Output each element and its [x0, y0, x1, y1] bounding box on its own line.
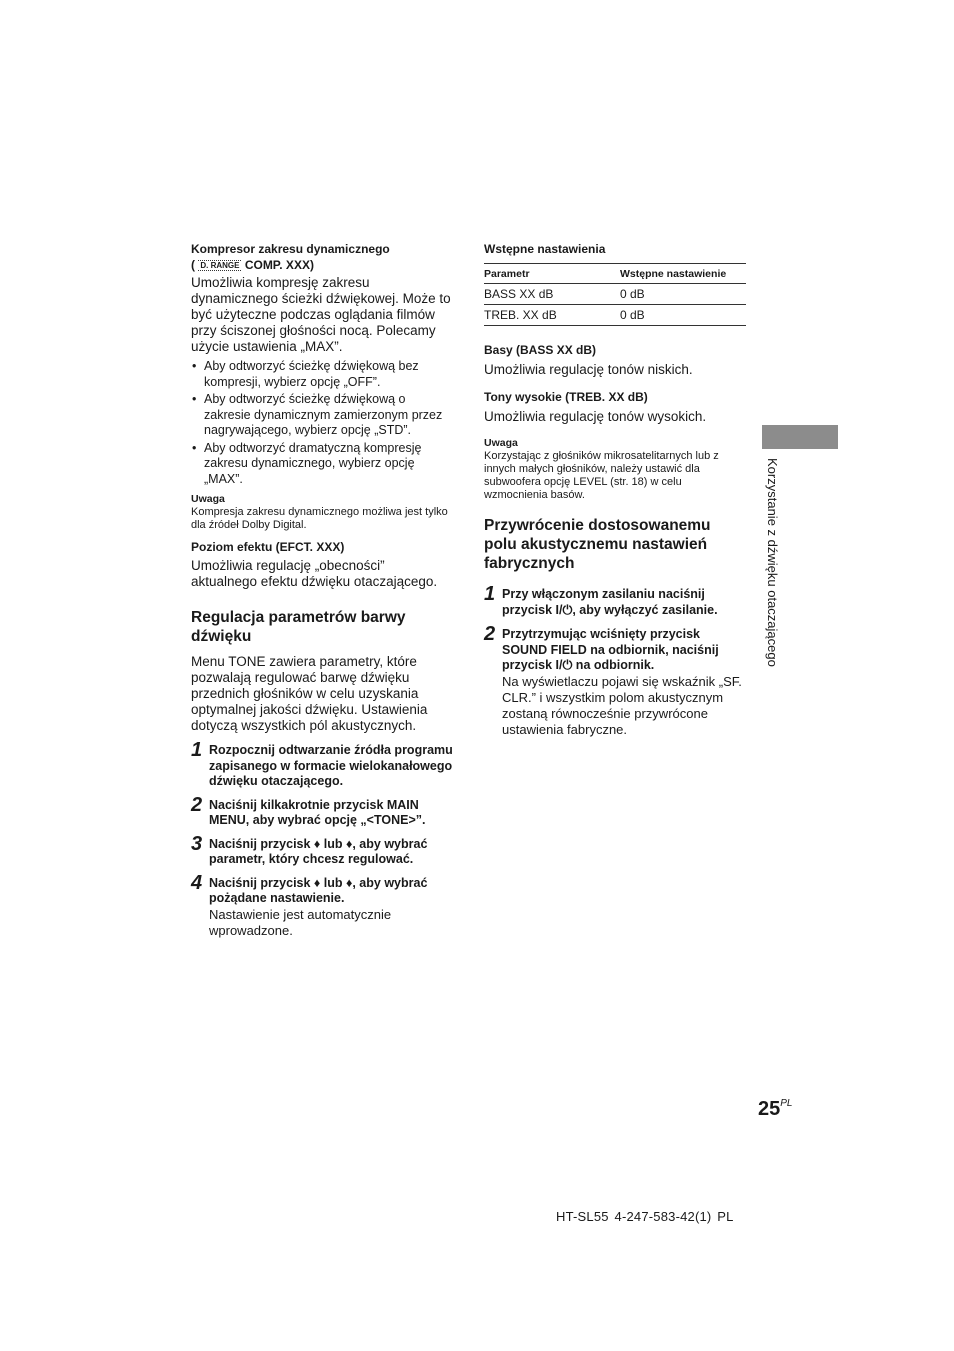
right-column: [484, 241, 746, 738]
column-header: Wstępne nastawienie: [620, 264, 746, 284]
table-cell: BASS XX dB: [484, 284, 620, 305]
page-language-suffix: PL: [780, 1098, 793, 1109]
step-text: Naciśnij przycisk ♦ lub ♦, aby wybrać pożądane nastawienie.: [209, 875, 428, 905]
list-item: • Aby odtworzyć ścieżkę dźwiękową bez kompresji, wybierz opcję „OFF”.: [191, 359, 453, 390]
table-row: [484, 305, 746, 326]
column-header: Parametr: [484, 264, 620, 284]
note-heading: Uwaga: [191, 493, 225, 505]
bass-body: Umożliwia regulację tonów niskich.: [484, 362, 693, 377]
drange-heading-line1: Kompresor zakresu dynamicznego: [191, 242, 390, 256]
tone-body: Menu TONE zawiera parametry, które pozwalają regulować barwę dźwięku przednich głośników w celu uzyskania optymalnej jakości dźwięku. Ustawienia dotyczą wszystkich pól akustycznych.: [191, 654, 428, 733]
table-cell: TREB. XX dB: [484, 305, 620, 326]
step-body: Na wyświetlaczu pojawi się wskaźnik „SF. CLR.” i wszystkim polom akustycznym zostaną równocześnie przywrócone ustawienia fabryczne.: [502, 673, 742, 737]
table-cell: 0 dB: [620, 284, 746, 305]
reset-step-1: [484, 583, 746, 618]
step-number: 1: [484, 583, 496, 605]
effect-body: Umożliwia regulację „obecności” aktualnego efektu dźwięku otaczającego.: [191, 558, 438, 589]
reset-step-2: [484, 623, 746, 738]
drange-body: Umożliwia kompresję zakresu dynamicznego ścieżki dźwiękowej. Może to być użyteczne podczas oglądania filmów przy ściszonej głośności nocą. Polecamy użycie ustawienia „MAX”.: [191, 275, 451, 354]
bass-heading: Basy (BASS XX dB): [484, 343, 597, 357]
treble-body: Umożliwia regulację tonów wysokich.: [484, 409, 707, 424]
step-number: 2: [191, 793, 203, 816]
section-tab-marker: [762, 425, 838, 449]
step-text: Naciśnij kilkakrotnie przycisk MAIN MENU, aby wybrać opcję „<TONE>”.: [209, 797, 426, 827]
list-item: • Aby odtworzyć dramatyczną kompresję zakresu dynamicznego, wybierz opcję „MAX”.: [191, 441, 453, 488]
d-range-icon: D. RANGE: [200, 261, 240, 270]
section-side-label: Korzystanie z dźwięku otaczającego: [765, 458, 780, 667]
left-column: [191, 241, 453, 939]
step-number: 3: [191, 832, 203, 855]
step-number: 2: [484, 623, 496, 645]
table-row: [484, 284, 746, 305]
reset-section-title: Przywrócenie dostosowanemu polu akustycznemu nastawień fabrycznych: [484, 517, 711, 572]
note-text: Kompresja zakresu dynamicznego możliwa jest tylko dla źródeł Dolby Digital.: [191, 506, 448, 531]
tone-step-4: [191, 871, 453, 939]
list-item: • Aby odtworzyć ścieżkę dźwiękową o zakresie dynamicznym zamierzonym przez nagrywającego, wybierz opcję „STD”.: [191, 392, 453, 439]
model-footer: HT-SL55 4-247-583-42(1) PL: [556, 1209, 734, 1224]
table-cell: 0 dB: [620, 305, 746, 326]
effect-heading: Poziom efektu (EFCT. XXX): [191, 540, 345, 554]
tone-step-3: [191, 832, 453, 868]
presets-heading: Wstępne nastawienia: [484, 242, 606, 256]
page-number-value: 25: [758, 1098, 781, 1120]
note-text: Korzystając z głośników mikrosatelitarnych lub z innych małych głośników, należy ustawić dla subwoofera opcję LEVEL (str. 18) w celu wzmocnienia basów.: [484, 450, 719, 501]
step-text: Rozpocznij odtwarzanie źródła programu zapisanego w formacie wielokanałowego dźwięku otaczającego.: [209, 743, 453, 788]
drange-heading-line2: COMP. XXX): [244, 258, 314, 272]
step-number: 4: [191, 871, 203, 894]
step-text: Przy włączonym zasilaniu naciśnij przycisk I/⏻, aby wyłączyć zasilanie.: [502, 587, 718, 617]
table-header-row: [484, 264, 746, 284]
presets-table: [484, 263, 746, 326]
step-text: Przytrzymując wciśnięty przycisk SOUND FIELD na odbiornik, naciśnij przycisk I/⏻ na odbiornik.: [502, 627, 719, 672]
tone-step-1: [191, 739, 453, 790]
note-heading: Uwaga: [484, 437, 518, 449]
tone-section-title: Regulacja parametrów barwy dźwięku: [191, 609, 406, 645]
drange-bullet-list: [191, 359, 453, 487]
step-number: 1: [191, 739, 203, 761]
page-number: [758, 1098, 792, 1121]
step-body: Nastawienie jest automatycznie wprowadzone.: [209, 906, 392, 938]
drange-heading: [191, 241, 453, 273]
drange-heading-paren: (: [191, 258, 195, 272]
step-text: Naciśnij przycisk ♦ lub ♦, aby wybrać parametr, który chcesz regulować.: [209, 836, 428, 866]
treble-heading: Tony wysokie (TREB. XX dB): [484, 390, 648, 404]
tone-step-2: [191, 793, 453, 829]
